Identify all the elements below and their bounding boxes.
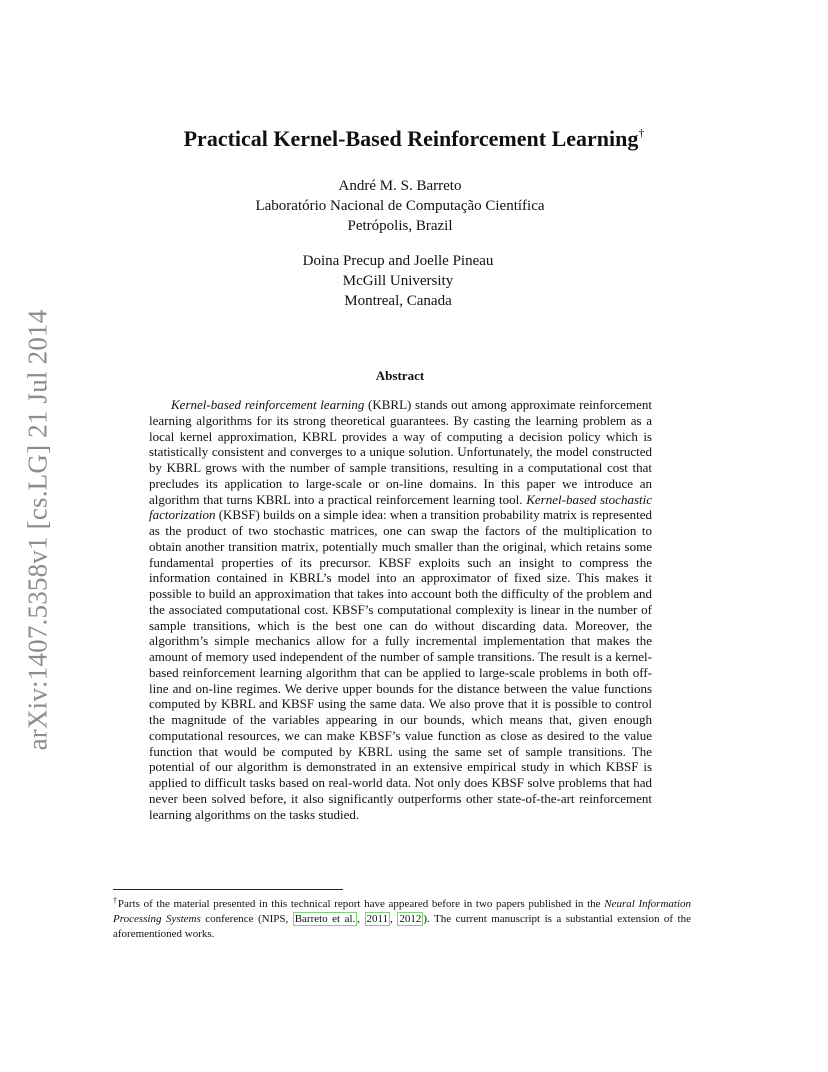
- author-name: Doina Precup and Joelle Pineau: [302, 253, 494, 269]
- citation-link-2011[interactable]: 2011: [366, 913, 389, 925]
- footnote-text-3: ). The current manuscript is a substantial extension of the aforementioned works.: [113, 913, 691, 940]
- arxiv-identifier-stamp: arXiv:1407.5358v1 [cs.LG] 21 Jul 2014: [22, 309, 53, 751]
- footnote-mark: †: [113, 896, 118, 905]
- author-location: Montreal, Canada: [344, 293, 452, 309]
- author-block-2: [0, 251, 796, 311]
- paper-title: [0, 126, 828, 152]
- title-footnote: [113, 893, 691, 942]
- abstract-term-kbrl: Kernel-based reinforcement learning: [171, 397, 365, 412]
- footnote-text-2: conference (NIPS,: [200, 913, 293, 925]
- abstract-term-kbsf: Kernel-based stochastic factorization: [149, 491, 652, 523]
- abstract-body: [149, 397, 652, 822]
- footnote-divider: [113, 889, 343, 890]
- abstract-text-part2: (KBSF) builds on a simple idea: when a transition probability matrix is represented as the product of two stochastic matrices, one can swap the factors of the multiplication to obtain another transition matrix, potentially much smaller than the original, which retains some fundamental properties of its precursor. KBSF exploits such an insight to compress the information contained in KBRL’s model into an approximator of fixed size. This makes it possible to build an approximation that takes into account both the difficulty of the problem and the associated computational cost. KBSF’s computational complexity is linear in the number of sample transitions, which is the best one can do without discarding data. Moreover, the algorithm’s simple mechanics allow for a fully incremental implementation that makes the amount of memory used independent of the number of sample transitions. The result is a kernel-based reinforcement learning algorithm that can be applied to large-scale problems in both off-line and on-line regimes. We derive upper bounds for the distance between the value functions computed by KBRL and KBSF using the same data. We also prove that it is possible to control the magnitude of the variables appearing in our bounds, which means that, given enough computational resources, we can make KBSF’s value function as close as desired to the value function that would be computed by KBRL using the same set of sample transitions. The potential of our algorithm is demonstrated in an extensive empirical study in which KBSF is applied to difficult tasks based on real-world data. Not only does KBSF solve problems that had never been solved before, it also significantly outperforms other state-of-the-art reinforcement learning algorithms on the tasks studied.: [149, 507, 652, 822]
- author-affiliation: McGill University: [342, 273, 454, 289]
- abstract-text-part1: (KBRL) stands out among approximate reinforcement learning algorithms for its strong theoretical guarantees. By casting the learning problem as a local kernel approximation, KBRL provides a way of computing a decision policy which is statistically consistent and converges to a unique solution. Unfortunately, the model constructed by KBRL grows with the number of sample transitions, resulting in a computational cost that precludes its application to large-scale or on-line domains. In this paper we introduce an algorithm that turns KBRL into a practical reinforcement learning tool.: [149, 397, 652, 507]
- citation-link-barreto-et-al[interactable]: Barreto et al.: [294, 913, 356, 925]
- footnote-text-1: Parts of the material presented in this technical report have appeared before in two papers published in the: [117, 898, 605, 910]
- author-block-1: [0, 176, 800, 236]
- author-affiliation: Laboratório Nacional de Computação Científica: [255, 198, 545, 214]
- author-location: Petrópolis, Brazil: [347, 218, 453, 234]
- title-footnote-mark: †: [638, 126, 645, 140]
- footnote-separator: ,: [357, 913, 365, 925]
- title-text: Practical Kernel-Based Reinforcement Learning: [183, 126, 639, 151]
- footnote-separator: ,: [390, 913, 398, 925]
- footnote-venue: Neural Information Processing Systems: [113, 898, 691, 925]
- citation-link-2012[interactable]: 2012: [399, 913, 422, 925]
- abstract-heading: Abstract: [375, 368, 425, 383]
- author-name: André M. S. Barreto: [338, 178, 462, 194]
